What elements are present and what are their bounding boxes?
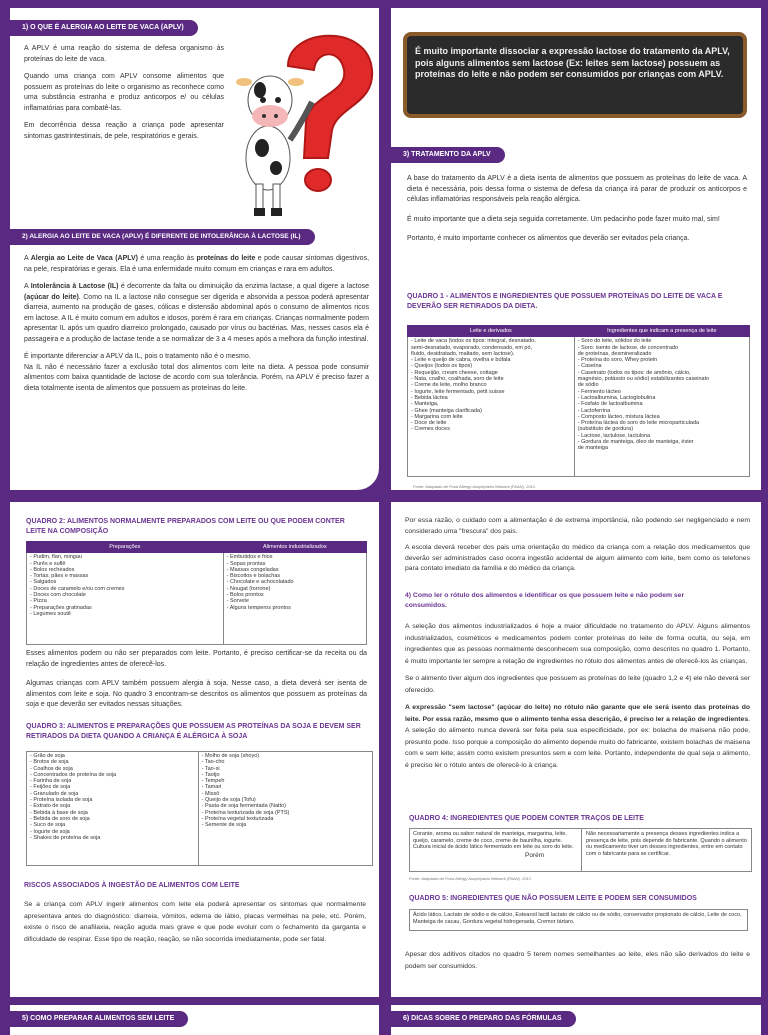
chalkboard-text: É muito importante dissociar a expressão lactose do tratamento da APLV, pois alguns alimentos sem lactose (Ex: leites sem lactose) possuem as proteínas do leite e não podem ser consumidos por crianças com APLV. bbox=[415, 46, 730, 79]
page-6 bbox=[391, 1005, 761, 1035]
paragraph: Em decorrência dessa reação a criança pode apresentar sintomas gastrintestinais, de pele, respiratórios e gerais. bbox=[24, 122, 224, 140]
list-item: - Soro: isento de lactose, de concentrado bbox=[577, 344, 679, 351]
quadro-1-table bbox=[407, 325, 750, 477]
table-header: Alimentos industrializados bbox=[223, 542, 366, 553]
list-item: - Tamari bbox=[201, 784, 222, 791]
list-item: (substituto de gordura) bbox=[577, 426, 634, 433]
list-item: - Leite e queijo de cabra, ovelha e búfala bbox=[411, 357, 511, 364]
table-header: Ingredientes que indicam a presença de leite bbox=[574, 326, 749, 337]
page-5 bbox=[10, 1005, 379, 1035]
list-item: - Pizza bbox=[30, 598, 47, 605]
list-item: - Tao-si bbox=[201, 765, 220, 772]
list-item: - Bebida à base de soja bbox=[30, 809, 88, 816]
list-item: - Creme de leite, molho branco bbox=[411, 382, 487, 389]
quadro-3-title: QUADRO 3: ALIMENTOS E PREPARAÇÕES QUE POSSUEM AS PROTEÍNAS DA SOJA E DEVEM SER RETIRADOS DA DIETA QUANDO A CRIANÇA É ALÉRGICA À SOJA bbox=[26, 723, 361, 740]
page-3 bbox=[10, 502, 379, 997]
quadro-4-title: QUADRO 4: INGREDIENTES QUE PODEM CONTER TRAÇOS DE LEITE bbox=[409, 815, 644, 822]
list-item: - Molho de soja (shoyo) bbox=[201, 753, 260, 759]
section-1-text bbox=[24, 44, 224, 149]
quadro-4-box bbox=[409, 828, 752, 872]
list-item: semi-desnatado, evaporado, condensado, em pó, bbox=[411, 344, 533, 351]
risks-title: RISCOS ASSOCIADOS À INGESTÃO DE ALIMENTOS COM LEITE bbox=[24, 882, 240, 889]
quadro-4-right: Não necessariamente a presença desses ingredientes indica a presença de leite, pois depende do fabricante. Quando o alimento ou medicamento tiver um desses ingredientes, entre em contato com o fabricante para se certificar. bbox=[586, 831, 747, 857]
list-item: - Taotjo bbox=[201, 771, 220, 778]
quadro-2-table bbox=[26, 541, 367, 645]
list-item: - Proteína do soro, Whey protein bbox=[577, 357, 658, 364]
list-item: - Purês e suflê bbox=[30, 560, 66, 567]
paragraph: A base do tratamento da APLV é a dieta isenta de alimentos que possuem as proteínas do leite de vaca. A dieta é necessária, pois dessa forma o sistema de defesa da criança irá parar de produzir os anticorpos e células inflamatórias responsáveis pela reação alérgica. bbox=[407, 175, 747, 203]
list-item: - Preparações gratinadas bbox=[30, 604, 92, 611]
list-item: - Composto lácteo, mistura láctea bbox=[577, 413, 660, 420]
list-item: - Alguns temperos prontos bbox=[226, 604, 291, 611]
table-header: Preparações bbox=[27, 542, 224, 553]
list-item: de proteínas, desmineralizado bbox=[577, 350, 652, 357]
list-item: - Lactoalbumina, Lactoglobulina bbox=[577, 394, 656, 401]
list-item: - Tortas, pães e massas bbox=[30, 573, 89, 580]
table-cell bbox=[574, 337, 749, 477]
list-item: - Bolos recheados bbox=[30, 566, 75, 573]
risks-text: Se a criança com APLV ingerir alimentos com leite ela poderá apresentar os sintomas que normalmente apresentava antes do diagnóstico: diarreia, vômitos, edema de lábio, placas vermelhas na pele, etc. Porém, existe o risco de anafilaxia, reação aguda mais grave e que pode evoluir com o fechamento da garganta e dificuldade de respirar. Esse tipo de reação, reação, se não socorrida imediatamente, pode ser fatal. bbox=[24, 901, 366, 943]
quadro-4-overlay: Porém bbox=[525, 852, 545, 859]
list-item: - Iogurte de soja bbox=[30, 828, 70, 835]
paragraph: Algumas crianças com APLV também possuem alergia à soja. Nesse caso, a dieta deverá ser isenta de alimentos com leite e soja. No quadro 3 encontram-se descritos os alimentos que possuem as proteínas da soja e que deverão ser evitados nessas situações. bbox=[26, 680, 367, 708]
list-item: - Lactose, lactulose, lactulona bbox=[577, 432, 651, 439]
list-item: - Requeijão, cream cheese, cottage bbox=[411, 369, 498, 376]
list-item: - Manteiga, bbox=[411, 401, 439, 408]
chalkboard bbox=[403, 32, 747, 118]
paragraph: É muito importante que a dieta seja seguida corretamente. Um pedacinho pode fazer muito mal, sim! bbox=[407, 215, 720, 223]
source-note: Fonte: Adaptado de Food Allergy Anaphylaxis Network (FAAN), 2012. bbox=[409, 876, 533, 881]
list-item: - Biscoitos e bolachas bbox=[226, 573, 281, 580]
list-item: - Missô bbox=[201, 790, 220, 797]
list-item: - Nata, coalho, coalhada, soro de leite bbox=[411, 376, 504, 383]
list-item: - Proteína láctea do soro do leite microparticulada bbox=[577, 420, 700, 427]
divider bbox=[581, 829, 582, 871]
list-item: - Semente de soja bbox=[201, 822, 247, 829]
list-item: - Doces de caramelo e/ou com cremes bbox=[30, 585, 125, 592]
section-2-heading: 2) ALERGIA AO LEITE DE VACA (APLV) É DIFERENTE DE INTOLERÂNCIA À LACTOSE (IL) bbox=[10, 229, 315, 245]
paragraph: Por essa razão, o cuidado com a alimentação é de extrema importância, não podendo ser negligenciado e nem considerado uma "frescura" dos pais. bbox=[405, 517, 750, 535]
quadro-5-followup: Apesar dos aditivos citados no quadro 5 terem nomes semelhantes ao leite, eles não são derivados do leite e podem ser consumidos. bbox=[405, 951, 750, 970]
list-item: - Granulado de soja bbox=[30, 790, 79, 797]
list-item: - Massas congeladas bbox=[226, 566, 279, 573]
table-cell bbox=[27, 553, 224, 645]
quadro-5-text: Ácido lático, Lactato de sódio e de cálcio, Estearoil lactil lactato de cálcio ou de sódio, conservador propionato de cálcio, Leite de coco, Manteiga de cacau, Gordura vegetal hidrogenada, Cremor tártaro. bbox=[413, 912, 742, 925]
section-5-heading: 5) COMO PREPARAR ALIMENTOS SEM LEITE bbox=[10, 1011, 188, 1027]
list-item: - Margarina com leite bbox=[411, 413, 463, 420]
paragraph: Esses alimentos podem ou não ser preparados com leite. Portanto, é preciso certificar-se da receita ou da relação de ingredientes antes de oferecê-los. bbox=[26, 650, 367, 668]
section-2-text bbox=[24, 254, 369, 401]
list-item: fluido, desidratado, maltado, sem lactose). bbox=[411, 350, 515, 357]
list-item: de sódio bbox=[577, 382, 599, 389]
list-item: - Farinha de soja bbox=[30, 778, 72, 785]
list-item: - Doce de leite bbox=[411, 420, 447, 427]
paragraph: A expressão "sem lactose" (açúcar do leite) no rótulo não garante que ele será isento das proteínas do leite. Por essa razão, mesmo que o alimento tenha essa descrição, é preciso ler a relação de ingredientes. A seleção do alimento nunca deverá ser feita pela sua especificidade, por ex: bolacha de maisena não pode, presunto pode. Isso porque a composição do alimento depende muito do fabricante, existem bolachas de maisena com e sem leite; assim como existem presuntos sem e com leite. Portanto, independente de qual seja o alimento, é preciso ler o rótulo antes de oferecê-lo à criança. bbox=[405, 704, 750, 769]
paragraph: A seleção dos alimentos industrializados é hoje a maior dificuldade no tratamento do APLV. Alguns alimentos industrializados, cosméticos e medicamentos podem conter proteínas do leite de forma oculta, ou seja, em ingredientes que as pessoas normalmente desconhecem sua composição, como descritos no quadro 1. Portanto, é muito importante ler sempre a relação de ingredientes no rótulo dos alimentos antes de oferecê-los às crianças. bbox=[405, 623, 750, 665]
list-item: - Gordura de manteiga, óleo de manteiga, éster bbox=[577, 439, 694, 446]
quadro-5-title: QUADRO 5: INGREDIENTES QUE NÃO POSSUEM LEITE E PODEM SER CONSUMIDOS bbox=[409, 895, 697, 902]
list-item: - Extrato de soja bbox=[30, 803, 71, 810]
list-item: - Tao-cho bbox=[201, 759, 225, 766]
quadro-5-box bbox=[409, 909, 748, 931]
list-item: - Pasta de soja fermentada (Natto) bbox=[201, 803, 286, 810]
list-item: - Chocolate e achocolatado bbox=[226, 579, 294, 586]
list-item: - Queijo de soja (Tofu) bbox=[201, 797, 256, 804]
list-item: - Doces com chocolate bbox=[30, 592, 86, 599]
list-item: de manteiga bbox=[577, 445, 609, 452]
list-item: - Grão de soja bbox=[30, 753, 65, 759]
section-4-text bbox=[405, 621, 750, 778]
list-item: - Caseína bbox=[577, 363, 602, 370]
list-item: - Suco de soja bbox=[30, 822, 66, 829]
section-3-text bbox=[407, 174, 747, 252]
list-item: - Feijões de soja bbox=[30, 784, 71, 791]
list-item: - Legumes soutê bbox=[30, 610, 71, 617]
list-item: - Shakes de proteína de soja bbox=[30, 834, 101, 841]
list-item: - Fermento lácteo bbox=[577, 388, 621, 395]
paragraph: A Intolerância à Lactose (IL) é decorrente da falta ou diminuição da enzima lactase, a qual digere a lactose (açúcar do leite). Como na IL a lactose não consegue ser digerida e absorvida a pessoa poderá apresentar diarreia, aumento na produção de gases, cólicas e distensão abdominal após o consumo de alimentos ricos em lactose. A IL é muito comum em adultos e idosos, porém é rara em crianças. Crianças normalmente podem apresentar IL após um quadro diarreico prolongado, causado por vírus ou bactérias. Mas, nesses casos ela é passageira e a produção de lactase tende a se normalizar de 3 a 4 meses após a melhora da função intestinal. bbox=[24, 283, 369, 343]
list-item: - Cremes doces bbox=[411, 426, 450, 433]
paragraph: Se o alimento tiver algum dos ingredientes que possuem as proteínas do leite (quadro 1,2 e 4) ele não deverá ser oferecido. bbox=[405, 675, 750, 694]
quadro-2-followup bbox=[26, 649, 367, 718]
table-cell bbox=[198, 752, 372, 866]
page-2 bbox=[391, 8, 761, 490]
list-item: - Pudim, flan, mingau bbox=[30, 554, 82, 561]
list-item: - Proteína texturizada de soja (PTS) bbox=[201, 809, 290, 816]
section-1-heading: 1) O QUE É ALERGIA AO LEITE DE VACA (APLV) bbox=[10, 20, 198, 36]
paragraph: Na IL não é necessário fazer a exclusão total dos alimentos com leite na dieta. A pessoa pode consumir alimentos com baixa quantidade de lactose de acordo com sua tolerância. Porém, na APLV é preciso fazer a dieta totalmente isenta de alimentos que possuem as proteínas do leite. bbox=[24, 363, 369, 392]
list-item: - Proteína isolada de soja bbox=[30, 797, 93, 804]
list-item: - Queijos (todos os tipos) bbox=[411, 363, 473, 370]
section-4-heading: 4) Como ler o rótulo dos alimentos e identificar os que possuem leite e não podem ser consumidos. bbox=[405, 592, 685, 609]
list-item: magnésio, potássio ou sódio) estabilizantes caseinato bbox=[577, 376, 710, 383]
list-item: - Bebida láctea bbox=[411, 394, 448, 401]
quadro-2-title: QUADRO 2: ALIMENTOS NORMALMENTE PREPARADOS COM LEITE OU QUE PODEM CONTER LEITE NA COMPOSIÇÃO bbox=[26, 518, 345, 535]
quadro-3-table bbox=[26, 751, 373, 866]
section-6-heading: 6) DICAS SOBRE O PREPARO DAS FÓRMULAS bbox=[391, 1011, 576, 1027]
table-cell bbox=[408, 337, 575, 477]
quadro-1-title: QUADRO 1 - ALIMENTOS E INGREDIENTES QUE POSSUEM PROTEÍNAS DO LEITE DE VACA E DEVERÃO SER RETIRADOS DA DIETA. bbox=[407, 293, 723, 310]
page-4-intro bbox=[405, 516, 750, 582]
paragraph: É importante diferenciar a APLV da IL, pois o tratamento não é o mesmo. bbox=[24, 353, 251, 360]
table-cell bbox=[223, 553, 366, 645]
paragraph: A escola deverá receber dos pais uma orientação do médico da criança com a relação dos medicamentos que deverão ser administrados caso ocorra ingestão acidental de algum alimento com leite, bem como os telefones para contato imediato da família e do médico da criança. bbox=[405, 544, 750, 572]
list-item: - Iogurte, leite fermentado, petit suisse bbox=[411, 388, 505, 395]
list-item: - Bolos prontos bbox=[226, 592, 264, 599]
list-item: - Nougat (torrone) bbox=[226, 585, 271, 592]
table-cell bbox=[27, 752, 199, 866]
list-item: - Lactoferrina bbox=[577, 407, 611, 414]
paragraph: Portanto, é muito importante conhecer os alimentos que deverão ser evitados pela criança. bbox=[407, 235, 690, 242]
table-header: Leite e derivados bbox=[408, 326, 575, 337]
source-note: Fonte: Adaptado de Food Allergy Anaphylaxis Network (FAAN), 2012. bbox=[413, 484, 537, 489]
page-1 bbox=[10, 8, 379, 490]
list-item: - Bebida de soro de soja bbox=[30, 815, 90, 822]
list-item: - Fosfato de lactoalbumina bbox=[577, 401, 643, 408]
list-item: - Sorvete bbox=[226, 598, 249, 605]
list-item: - Soro do leite, sólidos do leite bbox=[577, 338, 652, 345]
cow-question-mark-illustration bbox=[228, 18, 379, 218]
list-item: - Brotos de soja bbox=[30, 759, 69, 766]
list-item: - Leite de vaca (todos os tipos: integral, desnatado, bbox=[411, 338, 536, 345]
quadro-4-left: Corante, aroma ou sabor natural de manteiga, margarina, leite, queijo, caramelo, creme de coco, creme de baunilha, iogurte. Cultura inicial de ácido lático fermentado em leite ou soro do leite. bbox=[413, 831, 574, 850]
paragraph: A APLV é uma reação do sistema de defesa organismo às proteínas do leite de vaca. bbox=[24, 45, 224, 63]
list-item: - Caseinato (todos os tipos: de amônio, cálcio, bbox=[577, 369, 691, 376]
list-item: - Sopas prontas bbox=[226, 560, 266, 567]
list-item: - Coalhos de soja bbox=[30, 765, 73, 772]
list-item: - Concentrados de proteína de soja bbox=[30, 771, 117, 778]
paragraph: Quando uma criança com APLV consome alimentos que possuem as proteínas do leite o organismo as reconhece como uma substância estranha e produz anticorpos e/ ou células inflamatórias para combatê-las. bbox=[24, 73, 224, 112]
section-3-heading: 3) TRATAMENTO DA APLV bbox=[391, 147, 505, 163]
list-item: - Embutidos e frios bbox=[226, 554, 273, 561]
list-item: - Salgados bbox=[30, 579, 57, 586]
list-item: - Ghee (manteiga clarificada) bbox=[411, 407, 482, 414]
list-item: - Proteína vegetal texturizada bbox=[201, 815, 274, 822]
list-item: - Tempeh bbox=[201, 778, 225, 785]
paragraph: A Alergia ao Leite de Vaca (APLV) é uma reação às proteínas do leite e pode causar sintomas digestivos, na pele, respiratórias e gerais. Ela é uma enfermidade muito comum em crianças e rara em adultos. bbox=[24, 255, 370, 273]
page-4 bbox=[391, 502, 761, 997]
